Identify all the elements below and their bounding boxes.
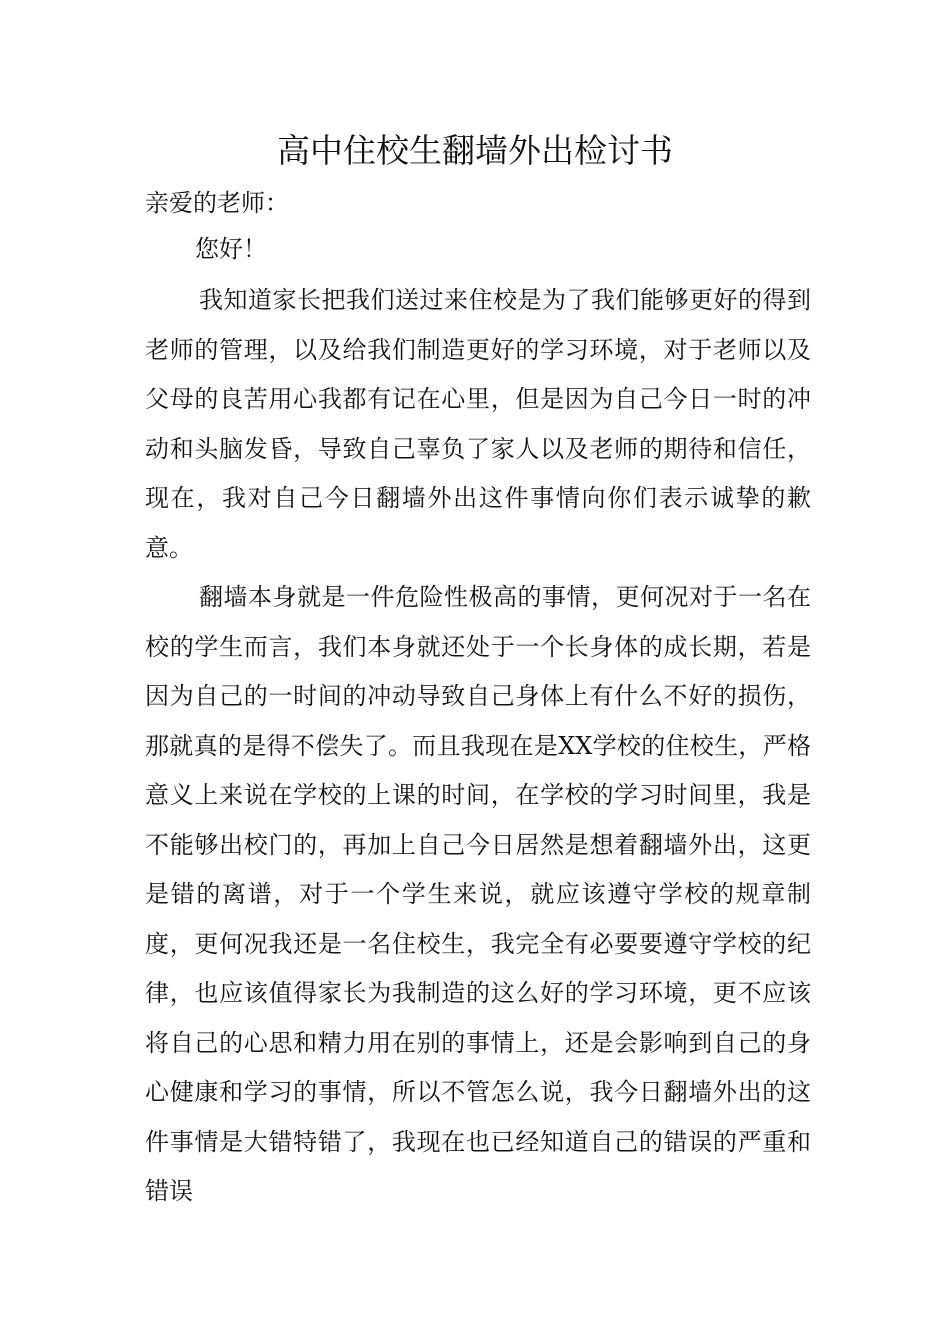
salutation: 亲爱的老师：: [145, 189, 289, 217]
paragraph-2: 翻墙本身就是一件危险性极高的事情，更何况对于一名在校的学生而言，我们本身就还处于一个长身体的成长期，若是因为自己的一时间的冲动导致自己身体上有什么不好的损伤，那就真的是得不偿失了。而且我现在是XX学校的住校生，严格意义上来说在学校的上课的时间，在学校的学习时间里，我是不能够出校门的，再加上自己今日居然是想着翻墙外出，这更是错的离谱，对于一个学生来说，就应该遵守学校的规章制度，更何况我还是一名住校生，我完全有必要要遵守学校的纪律，也应该值得家长为我制造的这么好的学习环境，更不应该将自己的心思和精力用在别的事情上，还是会影响到自己的身心健康和学习的事情，所以不管怎么说，我今日翻墙外出的这件事情是大错特错了，我现在也已经知道自己的错误的严重和错误: [145, 583, 811, 1205]
paragraph-1: 我知道家长把我们送过来住校是为了我们能够更好的得到老师的管理，以及给我们制造更好的学习环境，对于老师以及父母的良苦用心我都有记在心里，但是因为自己今日一时的冲动和头脑发昏，导致自己辜负了家人以及老师的期待和信任，现在，我对自己今日翻墙外出这件事情向你们表示诚挚的歉意。: [145, 286, 811, 562]
document-title: 高中住校生翻墙外出检讨书: [277, 131, 673, 170]
greeting: 您好！: [195, 235, 267, 263]
